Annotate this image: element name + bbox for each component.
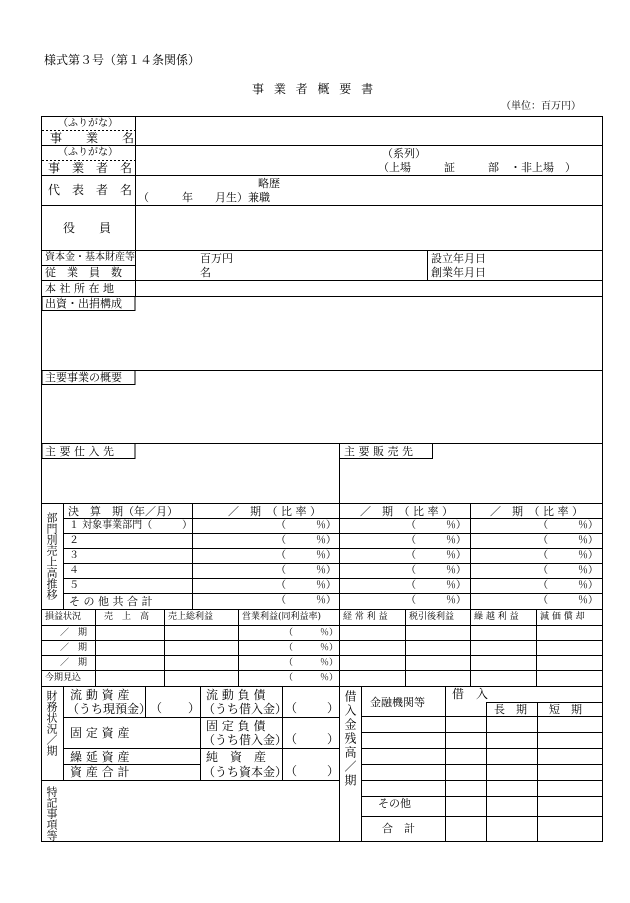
fixed-assets-label: 固 定 資 産 bbox=[70, 726, 130, 740]
long-term-label: 長 期 bbox=[494, 703, 527, 716]
representative-label: 代 表 者 名 bbox=[48, 183, 133, 197]
total-assets-label: 資 産 合 計 bbox=[70, 765, 130, 779]
capital-paren-open: （ bbox=[285, 764, 298, 778]
pl-ratio-cell: （ ％） bbox=[284, 643, 339, 653]
net-assets-label: 純 資 産 bbox=[206, 750, 267, 764]
pl-header-net-profit: 税引後利益 bbox=[409, 612, 455, 622]
furigana-label-2: （ふりがな） bbox=[58, 147, 118, 158]
other-label: その他 bbox=[378, 797, 411, 810]
current-assets-label: 流 動 資 産 bbox=[70, 688, 130, 702]
main-business-label: 主要事業の概要 bbox=[45, 371, 122, 384]
pl-header-status: 損益状況 bbox=[45, 612, 82, 622]
pl-row-1: ／ 期 bbox=[60, 628, 88, 638]
borrowings-label: （うち借入金） bbox=[203, 702, 288, 716]
borrowings-paren-close: ） bbox=[327, 701, 340, 715]
division-row-2: ２ bbox=[69, 535, 79, 546]
borrowings2-label: （うち借入金） bbox=[203, 733, 288, 747]
ratio-cell: （ ％） bbox=[276, 520, 336, 531]
current-liabilities-label: 流 動 負 債 bbox=[206, 688, 266, 702]
institution-label: 金融機関等 bbox=[370, 696, 425, 709]
borrowings2-paren-open: （ bbox=[285, 732, 298, 746]
birth-concurrent-label: （ 年 月生）兼職 bbox=[138, 191, 270, 204]
suppliers-label: 主 要 仕 入 先 bbox=[45, 445, 114, 458]
division-row-5: ５ bbox=[69, 580, 79, 591]
million-yen-unit: 百万円 bbox=[200, 252, 233, 265]
operator-name-label: 事 業 者 名 bbox=[48, 161, 133, 175]
ratio-cell: （ ％） bbox=[276, 535, 336, 546]
borrowings2-paren-close: ） bbox=[327, 732, 340, 746]
business-name-label: 事 業 名 bbox=[50, 131, 135, 145]
ratio-cell: （ ％） bbox=[538, 595, 598, 606]
ratio-cell: （ ％） bbox=[538, 565, 598, 576]
pl-ratio-cell: （ ％） bbox=[284, 628, 339, 638]
cash-paren-open: （ bbox=[150, 701, 163, 715]
pl-header-depreciation: 減 価 償 却 bbox=[540, 612, 585, 622]
affiliation-label: （系列） bbox=[382, 147, 426, 160]
investment-label: 出資・出捐構成 bbox=[45, 297, 122, 310]
ratio-cell: （ ％） bbox=[406, 520, 466, 531]
capital-paren-close: ） bbox=[327, 764, 340, 778]
borrowings-paren-open: （ bbox=[285, 701, 298, 715]
ratio-cell: （ ％） bbox=[406, 595, 466, 606]
pl-ratio-cell: （ ％） bbox=[284, 658, 339, 668]
persons-unit: 名 bbox=[200, 266, 211, 279]
short-term-label: 短 期 bbox=[549, 703, 582, 716]
ratio-cell: （ ％） bbox=[538, 520, 598, 531]
furigana-label-1: （ふりがな） bbox=[58, 118, 118, 129]
ratio-cell: （ ％） bbox=[406, 580, 466, 591]
employees-label: 従 業 員 数 bbox=[45, 266, 122, 279]
ratio-cell: （ ％） bbox=[276, 565, 336, 576]
ratio-cell: （ ％） bbox=[538, 550, 598, 561]
established-label: 設立年月日 bbox=[431, 252, 486, 265]
fixed-liabilities-label: 固 定 負 債 bbox=[206, 719, 266, 733]
division-row-1: １ 対象事業部門（ ） bbox=[69, 520, 193, 531]
pl-ratio-cell: （ ％） bbox=[284, 673, 339, 683]
career-label: 略歴 bbox=[258, 177, 280, 190]
deferred-assets-label: 繰 延 資 産 bbox=[70, 750, 130, 764]
ratio-cell: （ ％） bbox=[538, 535, 598, 546]
officers-label: 役 員 bbox=[63, 221, 112, 235]
unit-label: （単位：百万円） bbox=[501, 101, 581, 112]
capital-label: （うち資本金） bbox=[203, 765, 288, 779]
ratio-cell: （ ％） bbox=[538, 580, 598, 591]
pl-header-sales: 売 上 高 bbox=[104, 612, 150, 622]
pl-row-forecast: 今期見込 bbox=[45, 673, 82, 683]
remarks-label: 特記事項等 bbox=[45, 786, 58, 841]
ratio-cell: （ ％） bbox=[406, 565, 466, 576]
founded-label: 創業年月日 bbox=[431, 266, 486, 279]
head-office-label: 本 社 所 在 地 bbox=[45, 282, 114, 295]
ratio-cell: （ ％） bbox=[276, 595, 336, 606]
division-row-total: そ の 他 共 合 計 bbox=[69, 595, 153, 608]
cash-paren-close: ） bbox=[188, 701, 201, 715]
period-col-3: ／ 期 （ 比 率 ） bbox=[490, 505, 583, 518]
pl-row-3: ／ 期 bbox=[60, 658, 88, 668]
pl-header-ordinary-profit: 経 常 利 益 bbox=[343, 612, 388, 622]
financial-side-label: 財務状況／期 bbox=[45, 690, 58, 756]
ratio-cell: （ ％） bbox=[276, 550, 336, 561]
pl-header-gross-profit: 売上総利益 bbox=[168, 612, 214, 622]
loans-side-label: 借入金残高／期 bbox=[343, 690, 357, 788]
period-header: 決 算 期（年／月） bbox=[68, 505, 178, 518]
form-number: 様式第３号（第１４条関係） bbox=[44, 53, 201, 67]
pl-header-operating-profit: 営業利益(同利益率) bbox=[242, 612, 322, 622]
capital-label: 資本金・基本財産等 bbox=[45, 252, 135, 263]
period-col-1: ／ 期 （ 比 率 ） bbox=[228, 505, 321, 518]
ratio-cell: （ ％） bbox=[406, 535, 466, 546]
borrowing-label: 借 入 bbox=[452, 687, 489, 701]
period-col-2: ／ 期 （ 比 率 ） bbox=[360, 505, 453, 518]
division-sales-side-label: 部門別売上高推移 bbox=[45, 512, 58, 600]
pl-row-2: ／ 期 bbox=[60, 643, 88, 653]
ratio-cell: （ ％） bbox=[276, 580, 336, 591]
division-row-4: ４ bbox=[69, 565, 79, 576]
ratio-cell: （ ％） bbox=[406, 550, 466, 561]
cash-label: （うち現預金） bbox=[67, 702, 152, 716]
listing-label: （上場 証 部 ・非上場 ） bbox=[378, 161, 576, 174]
customers-label: 主 要 販 売 先 bbox=[344, 445, 413, 458]
page-title: 事 業 者 概 要 書 bbox=[252, 82, 377, 96]
division-row-3: ３ bbox=[69, 550, 79, 561]
loans-total-label: 合 計 bbox=[382, 822, 415, 835]
pl-header-retained: 繰 越 利 益 bbox=[474, 612, 519, 622]
